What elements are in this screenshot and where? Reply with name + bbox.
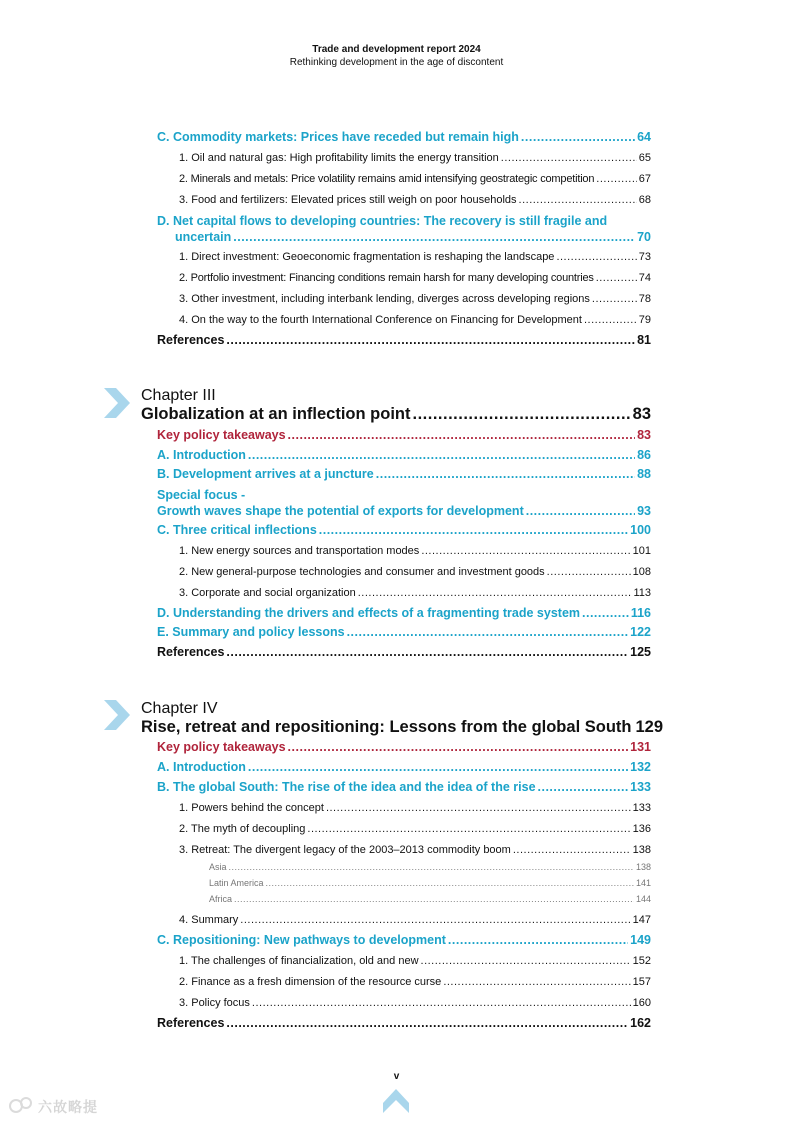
watermark-text: 六故略提 [38,1099,98,1115]
chevron-right-icon [104,388,130,418]
chapter-4-title[interactable]: Rise, retreat and repositioning: Lessons from the global South 129 [141,718,664,736]
toc-entry-other-investment[interactable]: 3. Other investment, including interbank lending, diverges across developing regions ..... 78 [179,293,651,305]
toc-entry-ch4-africa[interactable]: Africa ..... 144 [209,894,651,904]
toc-entry-ch3-energy-sources[interactable]: 1. New energy sources and transportation modes ..... 101 [179,545,651,557]
toc-entry-ch3-summary[interactable]: E. Summary and policy lessons ..... 122 [157,625,651,639]
toc-entry-portfolio-investment[interactable]: 2. Portfolio investment: Financing conditions remain harsh for many developing countries ..... 74 [179,272,651,284]
chapter-4-label: Chapter IV [141,700,218,717]
toc-entry-oil-gas[interactable]: 1. Oil and natural gas: High profitability limits the energy transition ..... 65 [179,152,651,164]
page-header [0,43,793,69]
watermark [8,1095,108,1115]
toc-entry-ch4-resource-curse[interactable]: 2. Finance as a fresh dimension of the resource curse ..... 157 [179,976,651,988]
toc-entry-ch4-retreat[interactable]: 3. Retreat: The divergent legacy of the 2003–2013 commodity boom ..... 138 [179,844,651,856]
toc-entry-ch4-introduction[interactable]: A. Introduction ..... 132 [157,760,651,774]
toc-entry-ch3-corporate-organization[interactable]: 3. Corporate and social organization ..... 113 [179,587,651,599]
chapter-3-title[interactable]: Globalization at an inflection point ..... 83 [141,405,651,424]
toc-entry-financing-conference[interactable]: 4. On the way to the fourth International Conference on Financing for Development ..... 79 [179,314,651,326]
toc-entry-ch3-special-focus[interactable]: Special focus - Growth waves shape the potential of exports for development ..... 93 [157,487,651,519]
toc-entry-ch4-latin-america[interactable]: Latin America ..... 141 [209,878,651,888]
toc-entry-ch4-asia[interactable]: Asia ..... 138 [209,862,651,872]
toc-entry-minerals-metals[interactable]: 2. Minerals and metals: Price volatility remains amid intensifying geostrategic competition ..... 67 [179,173,651,185]
chapter-3-label: Chapter III [141,387,216,404]
toc-entry-ch4-key-takeaways[interactable]: Key policy takeaways ..... 131 [157,740,651,754]
toc-entry-net-capital-flows[interactable]: D. Net capital flows to developing countries: The recovery is still fragile and uncertain ..... 70 [157,213,651,245]
toc-entry-ch3-gp-technologies[interactable]: 2. New general-purpose technologies and consumer and investment goods ..... 108 [179,566,651,578]
toc-entry-commodity-markets[interactable]: C. Commodity markets: Prices have receded but remain high ..... 64 [157,130,651,144]
watermark-logo-icon [8,1095,34,1115]
toc-entry-ch4-policy-focus[interactable]: 3. Policy focus ..... 160 [179,997,651,1009]
toc-entry-references[interactable]: References ..... 81 [157,333,651,347]
toc-entry-ch4-financialization[interactable]: 1. The challenges of financialization, old and new ..... 152 [179,955,651,967]
report-title: Trade and development report 2024 [312,44,481,55]
toc-entry-food-fertilizers[interactable]: 3. Food and fertilizers: Elevated prices still weigh on poor households ..... 68 [179,194,651,206]
toc-entry-direct-investment[interactable]: 1. Direct investment: Geoeconomic fragmentation is reshaping the landscape ..... 73 [179,251,651,263]
toc-entry-ch3-references[interactable]: References ..... 125 [157,645,651,659]
toc-entry-ch4-references[interactable]: References ..... 162 [157,1016,651,1030]
toc-entry-ch3-introduction[interactable]: A. Introduction ..... 86 [157,448,651,462]
report-subtitle: Rethinking development in the age of discontent [289,57,504,68]
toc-entry-ch4-decoupling[interactable]: 2. The myth of decoupling ..... 136 [179,823,651,835]
toc-entry-ch3-key-takeaways[interactable]: Key policy takeaways ..... 83 [157,428,651,442]
toc-entry-ch4-summary[interactable]: 4. Summary ..... 147 [179,914,651,926]
chevron-right-icon [104,700,130,730]
page-number: v [393,1071,400,1082]
toc-entry-ch4-global-south[interactable]: B. The global South: The rise of the idea and the idea of the rise ..... 133 [157,780,651,794]
chevron-up-icon[interactable] [383,1089,409,1113]
toc-entry-ch3-critical-inflections[interactable]: C. Three critical inflections ..... 100 [157,523,651,537]
toc-entry-ch3-development-juncture[interactable]: B. Development arrives at a juncture ..... 88 [157,467,651,481]
toc-entry-ch4-powers[interactable]: 1. Powers behind the concept ..... 133 [179,802,651,814]
toc-entry-ch3-fragmenting-trade[interactable]: D. Understanding the drivers and effects of a fragmenting trade system ..... 116 [157,606,651,620]
toc-entry-ch4-repositioning[interactable]: C. Repositioning: New pathways to development ..... 149 [157,933,651,947]
